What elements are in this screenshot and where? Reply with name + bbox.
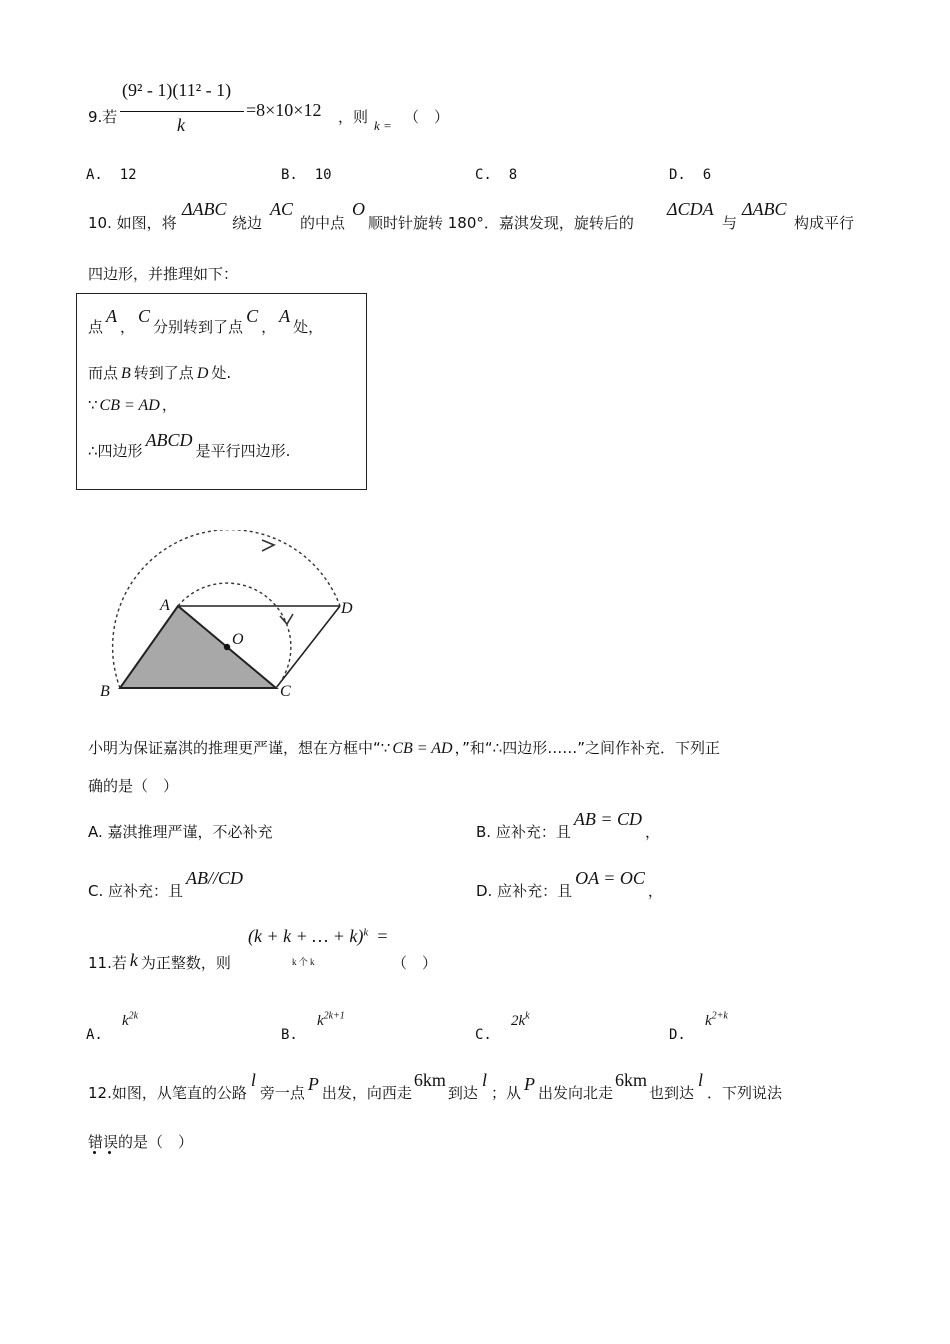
q10-line2: 四边形，并推理如下： [88, 265, 239, 283]
q10-para-line1: 小明为保证嘉淇的推理更严谨，想在方框中“∵ CB = AD ，”和“∴四边形……”之间作补充．下列正 [88, 739, 720, 757]
label-d: D [341, 600, 353, 617]
q10-figure [90, 530, 380, 710]
q9-prefix: 9.若 [88, 108, 118, 126]
q9-rhs: =8×10×12 [246, 100, 322, 120]
q9-numerator: (9² - 1)(11² - 1) [122, 80, 232, 100]
q9-then: ，则 [338, 108, 369, 126]
q10-triangle-abc-2: ΔABC [742, 199, 787, 219]
shaded-triangle-abc [120, 606, 276, 688]
q11-expression: (k + k + … + k)$^k$ = [248, 926, 388, 946]
q10-box-line1: 点A，C分别转到了点C，A处， [88, 306, 324, 336]
q10-option-a[interactable]: A. 嘉淇推理严谨，不必补充 [88, 823, 273, 841]
q10-option-d[interactable]: D. 应补充：且OA = OC， [476, 868, 663, 900]
q10-option-c[interactable]: C. 应补充：且AB//CD [88, 868, 244, 900]
q10-prefix: 10. 如图，将 [88, 214, 177, 232]
q9-option-c[interactable]: C. 8 [475, 167, 518, 183]
q10-para-line2: 确的是（ ） [88, 777, 179, 795]
q10-ac: AC [270, 199, 294, 219]
q10-triangle-abc: ΔABC [182, 199, 227, 219]
q9-answer-paren: （ ） [404, 108, 450, 126]
q10-o: O [352, 199, 365, 219]
q11-option-c[interactable]: C. $2k^k$ [475, 1010, 530, 1043]
q11-prefix: 11.若 k 为正整数，则 [88, 950, 231, 972]
q10-option-b[interactable]: B. 应补充：且AB = CD， [476, 809, 660, 841]
q9-kvar: k = [374, 118, 392, 133]
q12-line1: 12.如图，从笔直的公路l旁一点 P 出发，向西走6km到达l；从 P 出发向北走6km也到达l．下列说法 [88, 1070, 783, 1102]
q10-box-line2: 而点 B 转到了点 D 处. [88, 364, 232, 382]
label-c: C [280, 683, 291, 700]
q10-rotate: 顺时针旋转 180°．嘉淇发现，旋转后的 [368, 214, 634, 232]
q9-option-b[interactable]: B. 10 [281, 167, 332, 183]
segment-dc [276, 606, 340, 688]
q10-around: 绕边 [232, 214, 263, 232]
q10-with: 与 [722, 214, 738, 232]
q10-form: 构成平行 [794, 214, 855, 232]
q9-fraction-bar [120, 111, 244, 112]
label-a: A [160, 597, 170, 614]
label-o: O [232, 631, 244, 648]
q9-denominator: k [177, 115, 185, 135]
q10-box-line4: ∴四边形ABCD是平行四边形. [88, 430, 291, 460]
label-b: B [100, 683, 110, 700]
q10-triangle-cda: ΔCDA [667, 199, 714, 219]
outer-arrow-icon [262, 540, 274, 551]
point-o [224, 644, 230, 650]
q10-midpoint: 的中点 [300, 214, 346, 232]
q12-line2: 错误的是（ ） [88, 1133, 194, 1151]
q9-option-a[interactable]: A. 12 [86, 167, 137, 183]
q10-box-line3: ∵ CB = AD ， [88, 396, 177, 414]
q11-option-a[interactable]: A. $k^{2k}$ [86, 1010, 139, 1043]
q11-option-b[interactable]: B. $k^{2k+1}$ [281, 1010, 345, 1043]
q11-answer-paren: （ ） [392, 954, 438, 972]
q9-option-d[interactable]: D. 6 [669, 167, 712, 183]
q11-option-d[interactable]: D. $k^{2+k}$ [669, 1010, 728, 1043]
q11-underbrace-label: k 个 k [292, 957, 315, 967]
